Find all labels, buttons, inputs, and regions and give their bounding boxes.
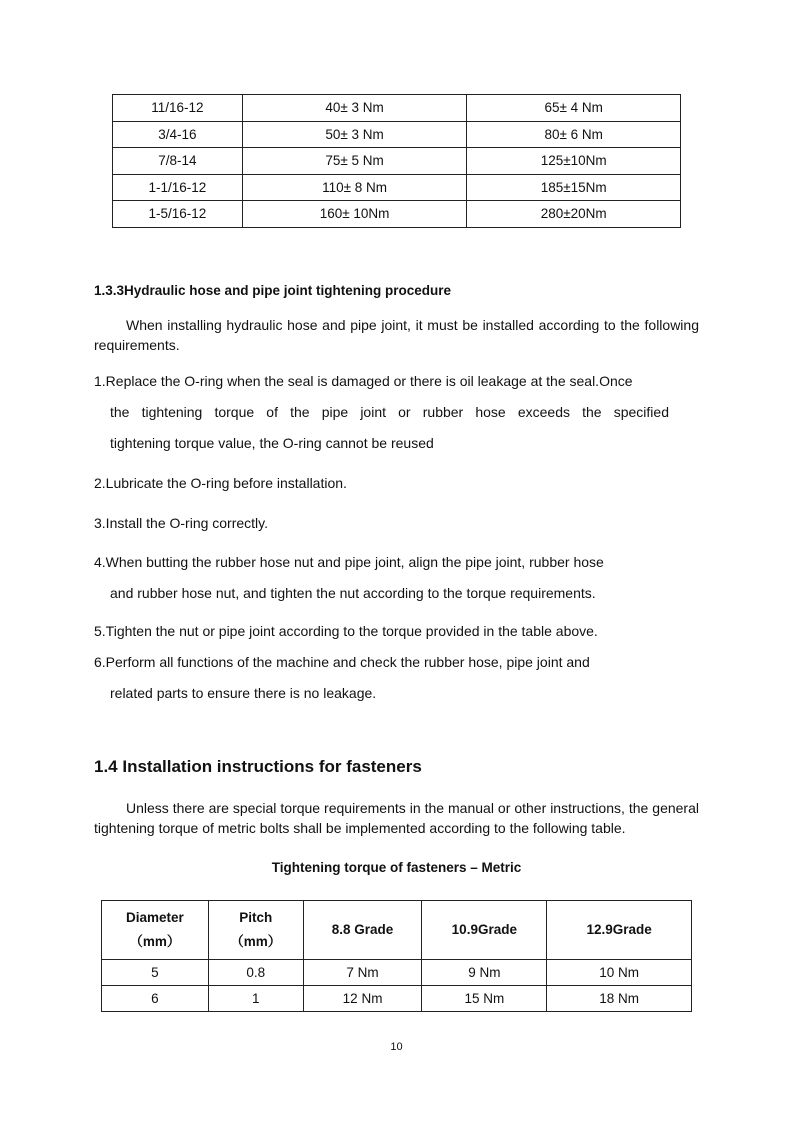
table-row	[113, 201, 681, 228]
torque-value-cell: 185±15Nm	[467, 174, 681, 201]
fastener-torque-table	[101, 900, 692, 1012]
diameter-cell: 5	[102, 960, 209, 986]
list-line: 1.Replace the O-ring when the seal is damaged or there is oil leakage at the seal.Once	[94, 373, 633, 389]
table-caption: Tightening torque of fasteners – Metric	[271, 860, 522, 875]
list-item	[94, 647, 669, 709]
thread-size-cell: 3/4-16	[113, 121, 243, 148]
header-label: Diameter	[126, 910, 184, 925]
torque-value-cell: 40± 3 Nm	[242, 95, 467, 122]
column-header-diameter	[102, 901, 209, 960]
torque-value-cell: 75± 5 Nm	[242, 148, 467, 175]
section-14-title: 1.4 Installation instructions for fasteners	[94, 757, 422, 776]
list-line: related parts to ensure there is no leakage.	[110, 685, 377, 701]
torque-cell: 7 Nm	[303, 960, 422, 986]
torque-cell: 18 Nm	[547, 986, 692, 1012]
column-header-grade-129: 12.9Grade	[547, 901, 692, 960]
section-133-heading: 1.3.3Hydraulic hose and pipe joint tightening procedure	[94, 283, 452, 298]
torque-cell: 15 Nm	[422, 986, 547, 1012]
torque-value-cell: 125±10Nm	[467, 148, 681, 175]
torque-value-cell: 80± 6 Nm	[467, 121, 681, 148]
table-row	[113, 174, 681, 201]
list-line: 6.Perform all functions of the machine and check the rubber hose, pipe joint and	[94, 654, 590, 670]
thread-size-cell: 7/8-14	[113, 148, 243, 175]
table-row	[102, 960, 692, 986]
torque-value-cell: 280±20Nm	[467, 201, 681, 228]
table-row	[113, 121, 681, 148]
torque-value-cell: 110± 8 Nm	[242, 174, 467, 201]
thread-size-cell: 11/16-12	[113, 95, 243, 122]
table-row	[113, 95, 681, 122]
list-item	[94, 616, 669, 647]
list-line: 4.When butting the rubber hose nut and pipe joint, align the pipe joint, rubber hose	[94, 554, 604, 570]
table-header-row	[102, 901, 692, 960]
list-line: the tightening torque of the pipe joint or rubber hose exceeds the specified	[110, 404, 669, 420]
list-line: 3.Install the O-ring correctly.	[94, 515, 269, 531]
column-header-grade-88: 8.8 Grade	[303, 901, 422, 960]
thread-size-cell: 1-5/16-12	[113, 201, 243, 228]
pitch-cell: 0.8	[208, 960, 303, 986]
header-unit: （mm）	[129, 934, 181, 949]
torque-value-cell: 160± 10Nm	[242, 201, 467, 228]
diameter-cell: 6	[102, 986, 209, 1012]
torque-cell: 9 Nm	[422, 960, 547, 986]
torque-table-top	[112, 94, 681, 228]
list-line: 5.Tighten the nut or pipe joint according to the torque provided in the table above.	[94, 623, 598, 639]
torque-value-cell: 65± 4 Nm	[467, 95, 681, 122]
list-item	[94, 508, 669, 539]
intro-text: When installing hydraulic hose and pipe joint, it must be installed according to the following requirements.	[94, 317, 699, 353]
table-row	[102, 986, 692, 1012]
list-item	[94, 547, 669, 609]
list-item	[94, 468, 669, 499]
torque-cell: 10 Nm	[547, 960, 692, 986]
list-line: and rubber hose nut, and tighten the nut according to the torque requirements.	[110, 585, 596, 601]
torque-value-cell: 50± 3 Nm	[242, 121, 467, 148]
table-row	[113, 148, 681, 175]
page-number: 10	[390, 1041, 403, 1053]
header-label: Pitch	[239, 910, 273, 925]
column-header-grade-109: 10.9Grade	[422, 901, 547, 960]
header-unit: （mm）	[230, 934, 282, 949]
pitch-cell: 1	[208, 986, 303, 1012]
list-line: 2.Lubricate the O-ring before installation.	[94, 475, 347, 491]
section-133-intro	[94, 315, 699, 355]
intro-text: Unless there are special torque requirements in the manual or other instructions, the general tightening torque of metric bolts shall be implemented according to the following table.	[94, 800, 699, 836]
section-14-intro	[94, 798, 699, 838]
list-item	[94, 366, 669, 459]
list-line: tightening torque value, the O-ring cannot be reused	[110, 435, 434, 451]
thread-size-cell: 1-1/16-12	[113, 174, 243, 201]
column-header-pitch	[208, 901, 303, 960]
torque-cell: 12 Nm	[303, 986, 422, 1012]
